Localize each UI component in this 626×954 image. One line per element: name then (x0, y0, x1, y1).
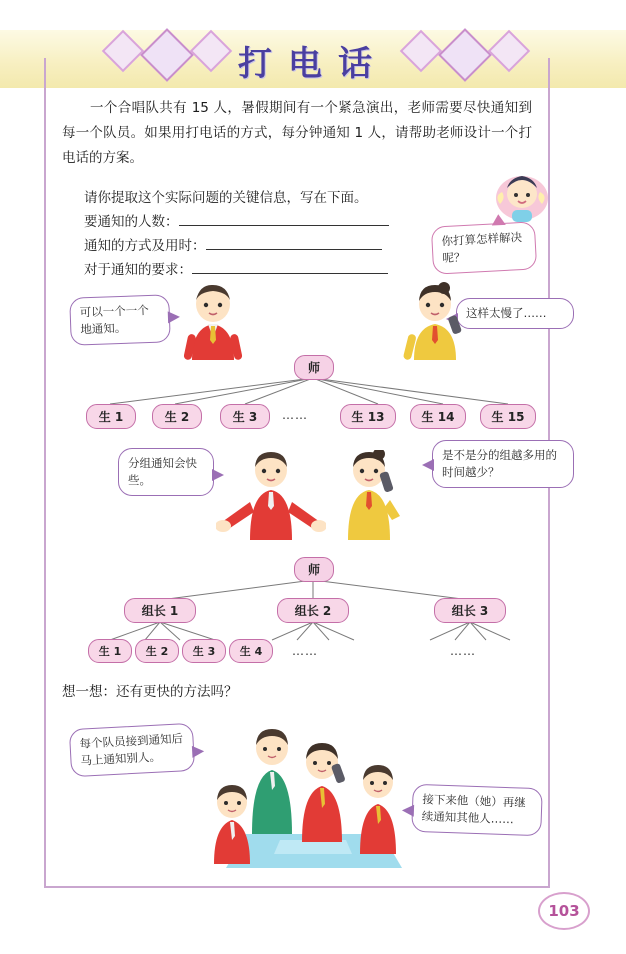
tree-one-child-15: 生 15 (480, 404, 536, 429)
tree-one-child-1: 生 1 (86, 404, 136, 429)
tree-two-ellipsis-3: …… (450, 644, 476, 658)
bubble-text: 可以一个一个地通知。 (79, 302, 149, 337)
tree-two-ellipsis-2: …… (292, 644, 318, 658)
bubble-text: 是不是分的组越多用的时间越少？ (442, 448, 557, 479)
tree-two-member-4: 生 4 (229, 639, 273, 663)
tree-one-child-13: 生 13 (340, 404, 396, 429)
bubble-text: 接下来他（她）再继续通知其他人…… (421, 792, 527, 827)
bubble-text: 这样太慢了…… (466, 306, 547, 320)
bubble-text: 你打算怎样解决呢？ (441, 230, 523, 266)
intro-paragraph: 一个合唱队共有 15 人，暑假期间有一个紧急演出，老师需要尽快通知到每一个队员。如果用打电话的方式，每分钟通知 1 人，请帮助老师设计一个打电话的方案。 (62, 100, 532, 166)
bubble-text: 分组通知会快些。 (128, 456, 197, 487)
tree-one-child-2: 生 2 (152, 404, 202, 429)
bottom-scene-illustration (196, 718, 426, 878)
ask-paragraph: 请你提取这个实际问题的关键信息，写在下面。 (84, 190, 368, 206)
tree-two-member-3: 生 3 (182, 639, 226, 663)
blank-label-method: 通知的方式及用时： (84, 238, 206, 254)
tree-two-member-2: 生 2 (135, 639, 179, 663)
tree-one-root: 师 (294, 355, 334, 380)
page-title: 打电话 (238, 43, 388, 84)
page-number: 103 (538, 892, 590, 930)
tree-two-leader-2: 组长 2 (277, 598, 349, 623)
tree-two-member-1: 生 1 (88, 639, 132, 663)
tree-two-leader-3: 组长 3 (434, 598, 506, 623)
tree-two-leader-1: 组长 1 (124, 598, 196, 623)
tree-one-child-3: 生 3 (220, 404, 270, 429)
think-paragraph: 想一想：还有更快的方法吗？ (62, 684, 238, 700)
blank-label-requirement: 对于通知的要求： (84, 262, 192, 278)
blank-label-count: 要通知的人数： (84, 214, 179, 230)
tree-one-ellipsis: …… (282, 408, 308, 422)
tree-two-root: 师 (294, 557, 334, 582)
bubble-text: 每个队员接到通知后马上通知别人。 (79, 731, 184, 768)
tree-one-child-14: 生 14 (410, 404, 466, 429)
